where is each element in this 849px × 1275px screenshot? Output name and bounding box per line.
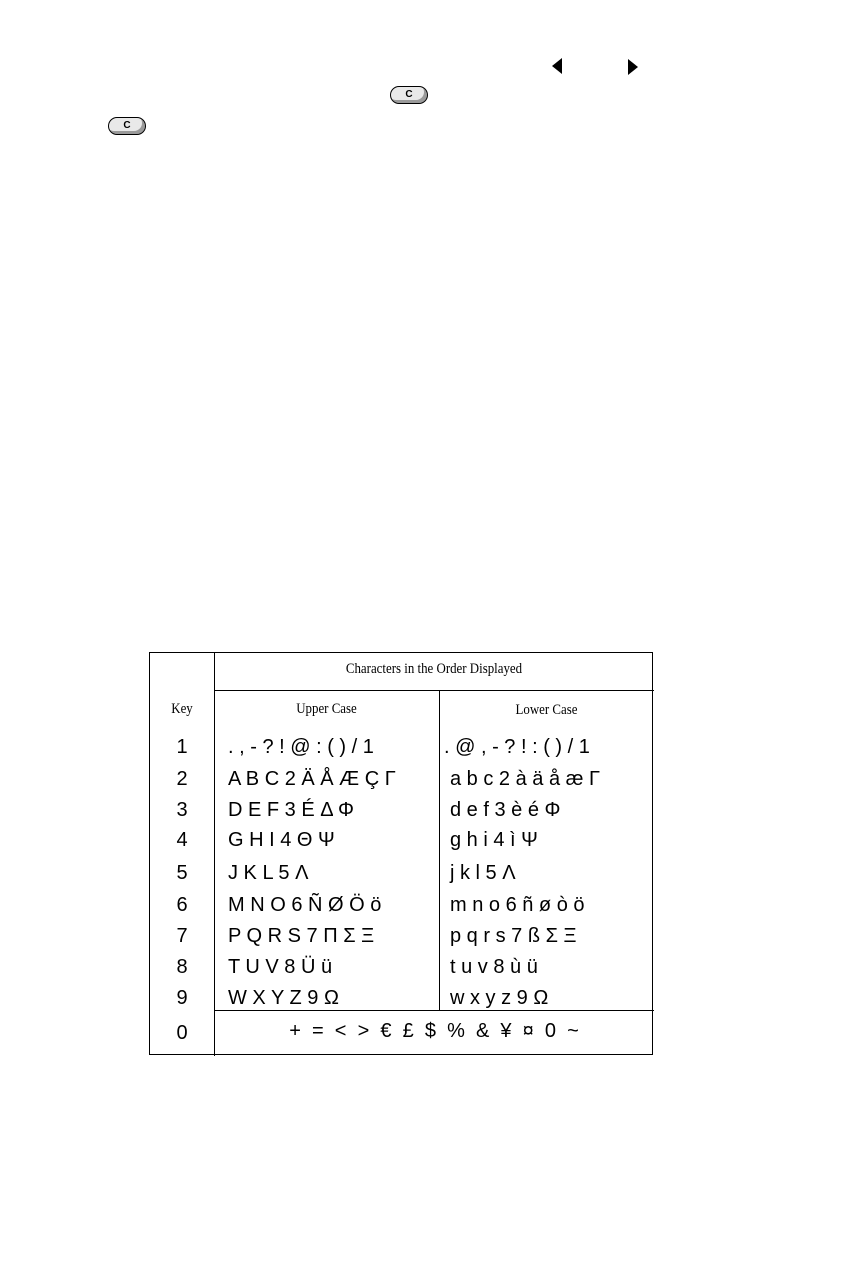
left-arrow-icon bbox=[551, 57, 563, 75]
key-cell: 8 bbox=[176, 956, 188, 978]
key-cell: 0 bbox=[176, 1022, 188, 1044]
upper-case-cell: . , - ? ! @ : ( ) / 1 bbox=[228, 736, 374, 758]
lower-case-cell: d e f 3 è é Φ bbox=[450, 799, 561, 821]
lower-case-header: Lower Case bbox=[515, 702, 578, 718]
key-cell: 1 bbox=[176, 736, 188, 758]
key-column-divider bbox=[214, 653, 215, 1056]
case-column-divider bbox=[439, 690, 440, 1010]
key-cell: 4 bbox=[176, 829, 188, 851]
group-header: Characters in the Order Displayed bbox=[345, 661, 523, 677]
key-cell: 7 bbox=[176, 925, 188, 947]
key-cell: 9 bbox=[176, 987, 188, 1009]
key-header: Key bbox=[171, 701, 193, 717]
right-arrow-icon bbox=[627, 58, 639, 76]
lower-case-cell: j k l 5 Λ bbox=[450, 862, 516, 884]
lower-case-cell: m n o 6 ñ ø ò ö bbox=[450, 894, 585, 916]
upper-case-cell: T U V 8 Ü ü bbox=[228, 956, 333, 978]
upper-case-cell: G H I 4 Θ Ψ bbox=[228, 829, 335, 851]
upper-case-cell: D E F 3 É Δ Φ bbox=[228, 799, 355, 821]
lower-case-cell: t u v 8 ù ü bbox=[450, 956, 538, 978]
upper-case-cell: J K L 5 Λ bbox=[228, 862, 309, 884]
key-cell: 2 bbox=[176, 768, 188, 790]
c-key-icon: C bbox=[390, 86, 428, 104]
upper-case-cell: P Q R S 7 Π Σ Ξ bbox=[228, 925, 375, 947]
lower-case-cell: w x y z 9 Ω bbox=[450, 987, 549, 1009]
key-cell: 3 bbox=[176, 799, 188, 821]
lower-case-cell: . @ , - ? ! : ( ) / 1 bbox=[444, 736, 590, 758]
key-cell: 6 bbox=[176, 894, 188, 916]
upper-case-cell: W X Y Z 9 Ω bbox=[228, 987, 339, 1009]
c-key-icon: C bbox=[108, 117, 146, 135]
upper-case-header: Upper Case bbox=[296, 701, 357, 717]
lower-case-cell: g h i 4 ì Ψ bbox=[450, 829, 538, 851]
lower-case-cell: a b c 2 à ä å æ Γ bbox=[450, 768, 600, 790]
upper-case-cell: M N O 6 Ñ Ø Ö ö bbox=[228, 894, 382, 916]
zero-row-divider bbox=[214, 1010, 654, 1011]
zero-key-characters: + = < > € £ $ % & ¥ ¤ 0 ~ bbox=[289, 1020, 579, 1042]
group-header-divider bbox=[214, 690, 654, 691]
character-table bbox=[149, 652, 653, 1055]
upper-case-cell: A B C 2 Ä Å Æ Ç Γ bbox=[228, 768, 396, 790]
key-cell: 5 bbox=[176, 862, 188, 884]
lower-case-cell: p q r s 7 ß Σ Ξ bbox=[450, 925, 577, 947]
